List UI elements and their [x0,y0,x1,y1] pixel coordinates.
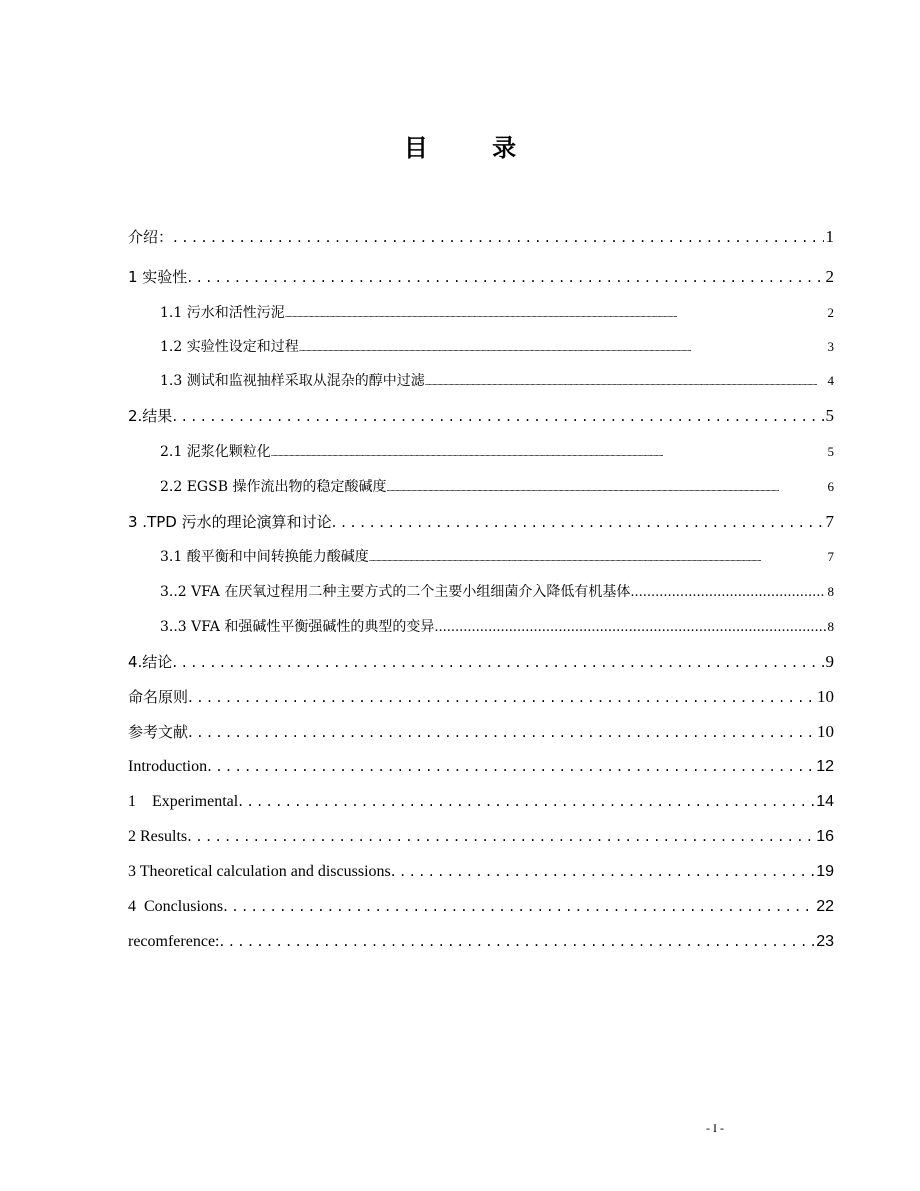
toc-entry-label: 1 Experimental [128,793,239,810]
toc-entry-label: 1.3 测试和监视抽样采取从混杂的醇中过滤 [160,373,425,389]
toc-entry-page: 8 [827,584,834,599]
toc-entry-label: 3 .TPD 污水的理论演算和讨论 [128,513,332,531]
toc-entry-label: 2.1 泥浆化颗粒化 [160,444,271,460]
toc-entry-section-2-1[interactable] [160,441,834,461]
toc-entry-label: recomference: [128,933,220,950]
toc-entry-page: 7 [825,512,834,531]
toc-entry-label: 2 Results [128,828,188,845]
toc-entry-label: 4.结论 [128,653,173,671]
toc-entry-page: 12 [816,758,834,775]
toc-entry-page: 3 [827,339,834,354]
toc-entry-nomenclature[interactable] [128,686,834,707]
toc-entry-page: 14 [816,793,834,810]
toc-leader-dots [271,450,826,458]
toc-leader-dots [332,513,824,531]
toc-entry-results-en[interactable] [128,827,834,846]
toc-leader-dots [425,379,826,387]
toc-entry-section-3-1[interactable] [160,546,834,566]
toc-entry-label: 1.1 污水和活性污泥 [160,305,285,321]
toc-entry-page: 10 [817,687,834,706]
toc-entry-page: 2 [825,267,834,286]
toc-leader-dots [188,723,815,741]
toc-leader-dots [219,932,814,950]
toc-entry-page: 8 [827,619,834,634]
toc-entry-section-3-2[interactable] [160,581,834,601]
toc-leader-dots [187,268,823,286]
toc-entry-section-3[interactable] [128,511,834,532]
toc-entry-section-1[interactable] [128,266,834,287]
toc-leader-dots [207,757,814,775]
toc-leader-dots [630,585,825,600]
toc-entry-conclusions-en[interactable] [128,897,834,916]
toc-entry-page: 16 [816,828,834,845]
toc-entry-label: 2.结果 [128,407,173,425]
toc-leader-dots [299,345,826,353]
toc-entry-page: 22 [816,898,834,915]
toc-entry-introduction-en[interactable] [128,757,834,776]
toc-leader-dots [188,688,815,706]
toc-entry-page: 9 [825,652,834,671]
toc-leader-dots [434,620,825,635]
page-title: 目 录 [403,134,545,162]
toc-entry-section-2[interactable] [128,405,834,426]
toc-entry-references-en[interactable] [128,932,834,951]
toc-entry-references-cn[interactable] [128,721,834,742]
toc-entry-page: 5 [827,444,834,459]
toc-leader-dots [223,897,814,915]
toc-entry-page: 2 [827,305,834,320]
toc-entry-label: 1 实验性 [128,268,188,286]
toc-entry-label: 2.2 EGSB 操作流出物的稳定酸碱度 [160,479,387,495]
toc-entry-section-1-3[interactable] [160,370,834,390]
toc-entry-page: 5 [825,406,834,425]
page-footer-number: - I - [706,1121,724,1135]
toc-entry-page: 10 [817,722,834,741]
toc-entry-label: 1.2 实验性设定和过程 [160,339,299,355]
toc-entry-label: 命名原则 [128,688,189,706]
toc-entry-page: 1 [825,227,834,246]
toc-entry-experimental-en[interactable] [128,792,834,811]
toc-leader-dots [238,792,814,810]
toc-entry-label: 参考文献 [128,723,189,741]
toc-entry-label: 3.1 酸平衡和中间转换能力酸碱度 [160,549,369,565]
toc-entry-section-4[interactable] [128,651,834,672]
toc-leader-dots [391,862,814,880]
toc-entry-introduction-cn[interactable] [128,226,834,247]
toc-leader-dots [386,485,825,493]
toc-entry-page: 19 [816,863,834,880]
toc-leader-dots [187,827,814,845]
toc-entry-label: 3 Theoretical calculation and discussions [128,863,391,880]
toc-entry-section-1-1[interactable] [160,302,834,322]
toc-leader-dots [369,555,826,563]
toc-entry-page: 23 [816,933,834,950]
toc-entry-section-2-2[interactable] [160,476,834,496]
toc-entry-page: 7 [827,549,834,564]
toc-leader-dots [172,407,823,425]
toc-leader-dots [173,228,823,246]
toc-entry-label: 3..3 VFA 和强碱性平衡强碱性的典型的变异 [160,619,435,635]
toc-entry-page: 6 [827,479,834,494]
toc-entry-label: 4 Conclusions [128,898,224,915]
toc-entry-page: 4 [827,373,834,388]
toc-entry-label: Introduction [128,758,208,775]
toc-leader-dots [285,311,826,319]
toc-entry-label: 3..2 VFA 在厌氧过程用二种主要方式的二个主要小组细菌介入降低有机基体 [160,584,631,600]
toc-entry-section-3-3[interactable] [160,616,834,636]
toc-entry-section-1-2[interactable] [160,336,834,356]
toc-leader-dots [172,653,823,671]
toc-entry-label: 介绍： [128,228,174,246]
toc-entry-theory-en[interactable] [128,862,834,881]
